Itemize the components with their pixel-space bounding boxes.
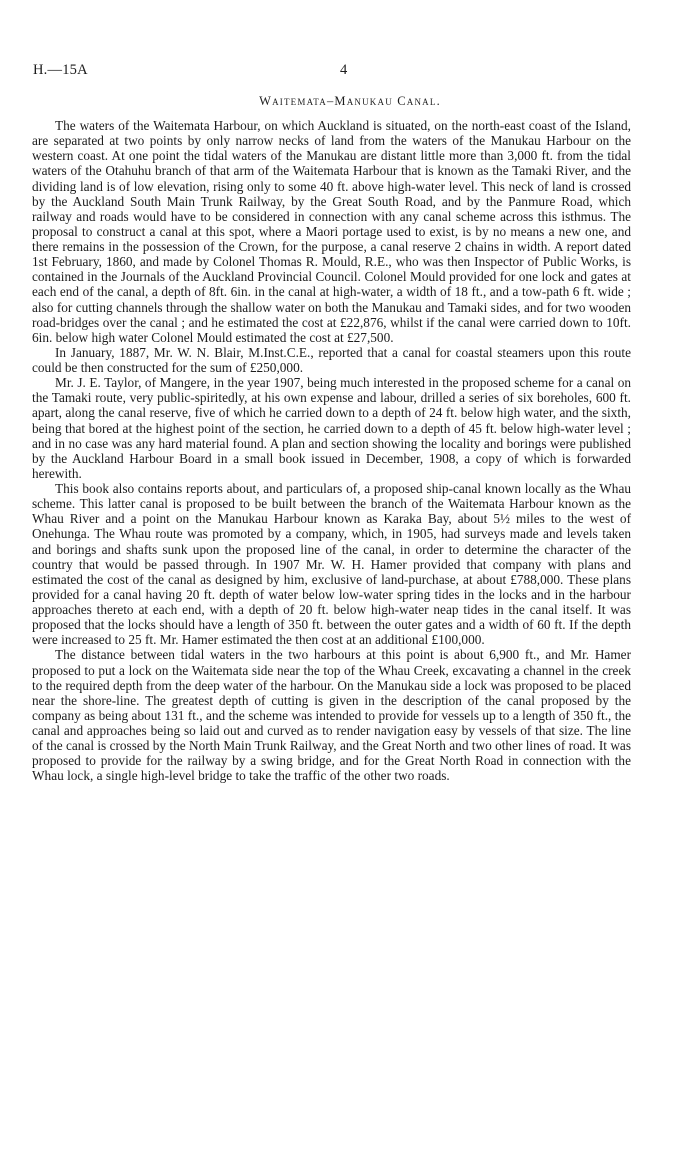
paragraph: The distance between tidal waters in the two harbours at this point is about 6,900 ft., and Mr. Hamer proposed to put a lock on the Waitemata side near the top of the Whau Creek, excavating a channel in the creek to the required depth from the deep water of the harbour. On the Manukau side a lock was proposed to be placed near the shore-line. The greatest depth of cutting is given in the description of the canal proposed by the company as being about 131 ft., and the scheme was intended to provide for vessels up to a length of 350 ft., the canal and approaches being so laid out and curved as to render navigation easy by vessels of that size. The line of the canal is crossed by the North Main Trunk Railway, and the Great North and two other lines of road. It was proposed to provide for the railway by a swing bridge, and for the Great North Road in connection with the Whau lock, a single high-level bridge to take the traffic of the other two roads. (32, 647, 631, 784)
section-title: Waitemata–Manukau Canal. (259, 94, 441, 108)
document-reference: H.—15A (33, 62, 88, 78)
paragraph: This book also contains reports about, and particulars of, a proposed ship-canal known locally as the Whau scheme. This latter canal is proposed to be built between the branch of the Waitemata Harbour known as the Whau River and a point on the Manukau Harbour known as Karaka Bay, about 5½ miles to the west of Onehunga. The Whau route was promoted by a company, which, in 1905, had surveys made and levels taken and borings and shafts sunk upon the proposed line of the canal, in order to determine the character of the country that would be passed through. In 1907 Mr. W. H. Hamer provided that company with plans and estimated the cost of the canal as designed by him, exclusive of land-purchase, at about £788,000. These plans provided for a canal having 20 ft. depth of water below low-water spring tides in the locks and in the harbour approaches thereto at each end, with a depth of 20 ft. below high-water neap tides in the canal itself. It was proposed that the locks should have a length of 350 ft. between the outer gates and a width of 60 ft. If the depth were increased to 25 ft. Mr. Hamer estimated the then cost at an additional £100,000. (32, 481, 631, 648)
paragraph: In January, 1887, Mr. W. N. Blair, M.Inst.C.E., reported that a canal for coastal steamers upon this route could be then constructed for the sum of £250,000. (32, 344, 631, 375)
page-number: 4 (340, 62, 348, 78)
body-text (32, 118, 631, 784)
paragraph: The waters of the Waitemata Harbour, on which Auckland is situated, on the north-east coast of the Island, are separated at two points by only narrow necks of land from the waters of the Manukau Harbour on the western coast. At one point the tidal waters of the Manukau are distant little more than 3,000 ft. from the tidal waters of the Otahuhu branch of that arm of the Waitemata Harbour that is known as the Tamaki River, and the dividing land is of low elevation, rising only to some 40 ft. above high-water level. This neck of land is crossed by the Auckland South Main Trunk Railway, by the Great South Road, and by the Panmure Road, which railway and roads would have to be considered in connection with any canal scheme across this isthmus. The proposal to construct a canal at this spot, where a Maori portage used to exist, is by no means a new one, and there remains in the possession of the Crown, for the purpose, a canal reserve 2 chains in width. A report dated 1st February, 1860, and made by Colonel Thomas R. Mould, R.E., who was then Inspector of Public Works, is contained in the Journals of the Auckland Provincial Council. Colonel Mould provided for one lock and gates at each end of the canal, a depth of 8ft. 6in. in the canal at high-water, a width of 18 ft., and a tow-path 6 ft. wide ; also for cutting channels through the shallow water on both the Manukau and Tamaki sides, and for two wooden road-bridges over the canal ; and he estimated the cost at £22,876, whilst if the canal were carried down to 10ft. 6in. below high water Colonel Mould estimated the cost at £27,500. (32, 118, 631, 345)
paragraph: Mr. J. E. Taylor, of Mangere, in the year 1907, being much interested in the proposed scheme for a canal on the Tamaki route, very public-spiritedly, at his own expense and labour, drilled a series of six boreholes, 600 ft. apart, along the canal reserve, five of which he carried down to a depth of 24 ft. below high water, and the sixth, being that bored at the highest point of the section, he carried down to a depth of 45 ft. below high-water level ; and in no case was any hard material found. A plan and section showing the locality and borings were published by the Auckland Harbour Board in a small book issued in December, 1908, a copy of which is forwarded herewith. (32, 375, 631, 481)
